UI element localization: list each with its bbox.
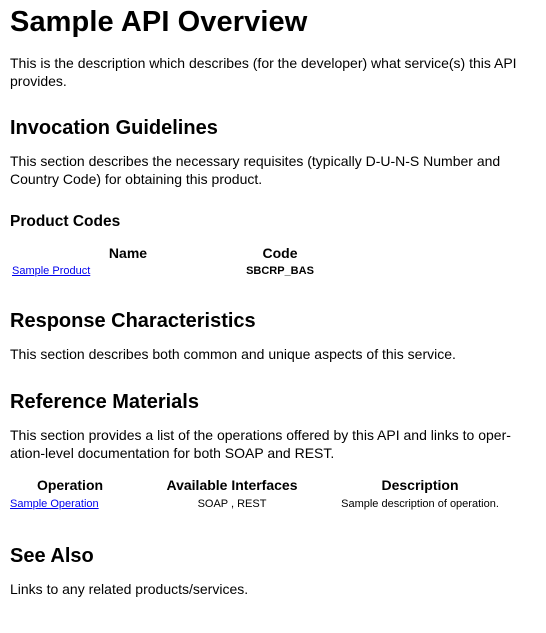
reference-text-line1: This section provides a list of the operations offered by this API and links to oper-	[10, 427, 511, 443]
sample-operation-link[interactable]: Sample Operation	[10, 498, 99, 510]
sample-product-link[interactable]: Sample Product	[12, 265, 91, 277]
invocation-text: This section describes the necessary requisites (typically D-U-N-S Number and Country Code) for obtaining this product.	[10, 153, 501, 187]
interfaces-cell: SOAP , REST	[197, 498, 267, 510]
invocation-heading: Invocation Guidelines	[10, 117, 218, 139]
description-cell: Sample description of operation.	[341, 498, 499, 510]
column-header-code: Code	[262, 245, 298, 261]
see-also-text: Links to any related products/services.	[10, 581, 249, 597]
product-codes-heading: Product Codes	[10, 213, 121, 230]
page-title: Sample API Overview	[10, 6, 308, 38]
column-header-description: Description	[381, 477, 459, 493]
reference-text	[10, 426, 530, 462]
see-also-heading: See Also	[10, 545, 94, 567]
response-heading: Response Characteristics	[10, 310, 256, 332]
reference-heading: Reference Materials	[10, 391, 199, 413]
intro-text: This is the description which describes (for the developer) what service(s) this API provides.	[10, 55, 517, 89]
product-code-cell: SBCRP_BAS	[246, 265, 314, 277]
column-header-name: Name	[108, 245, 148, 261]
reference-text-line2: ation-level documentation for both SOAP and REST.	[10, 445, 335, 461]
column-header-operation: Operation	[36, 477, 104, 493]
column-header-interfaces: Available Interfaces	[166, 477, 298, 493]
response-text: This section describes both common and unique aspects of this service.	[10, 346, 456, 362]
